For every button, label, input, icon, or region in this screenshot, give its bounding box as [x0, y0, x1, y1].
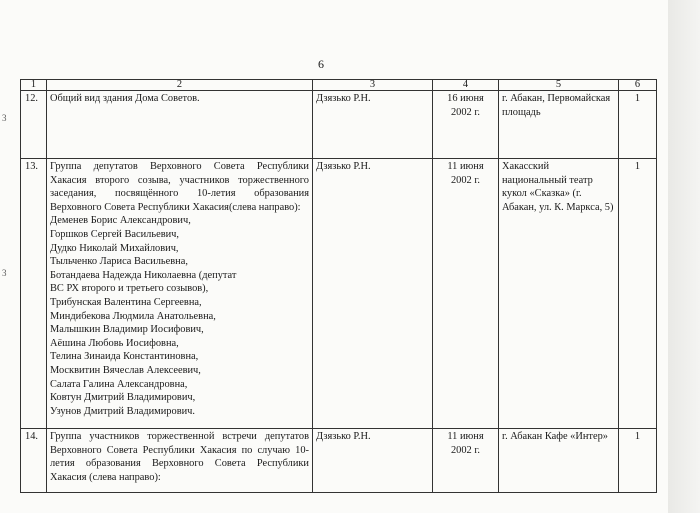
- column-header: 1: [21, 80, 47, 91]
- row-author: Дзязько Р.Н.: [313, 91, 433, 159]
- scan-edge-shadow: [668, 0, 700, 513]
- row-place: Хакасский национальный театр кукол «Сказка» (г. Абакан, ул. К. Маркса, 5): [499, 159, 619, 429]
- column-header: 5: [499, 80, 619, 91]
- list-item: Дудко Николай Михайлович,: [50, 242, 179, 254]
- column-header: 3: [313, 80, 433, 91]
- row-description: Группа депутатов Верховного Совета Республики Хакасия второго созыва, участников торжественного заседания, посвящённого 10-летия образования Верховного Совета Республики Хакасия(слева направо):: [50, 161, 309, 213]
- row-count: 1: [619, 91, 657, 159]
- row-date-year: 2002 г.: [450, 106, 481, 118]
- row-date-day: 11 июня: [447, 161, 484, 172]
- page-number: 6: [318, 57, 324, 71]
- row-date-day: 16 июня: [447, 93, 484, 104]
- row-count: 1: [619, 429, 657, 493]
- row-date: [433, 429, 499, 493]
- list-item: Аёшина Любовь Иосифовна,: [50, 337, 179, 349]
- row-date-year: 2002 г.: [450, 444, 481, 456]
- row-author: Дзязько Р.Н.: [313, 159, 433, 429]
- column-header: 2: [47, 80, 313, 91]
- table-row: [21, 429, 657, 493]
- row-count: 1: [619, 159, 657, 429]
- list-item: ВС РХ второго и третьего созывов),: [50, 283, 209, 295]
- list-item: Тыльченко Лариса Васильевна,: [50, 256, 188, 268]
- header-row: [21, 80, 657, 91]
- margin-mark-middle: 3: [2, 268, 7, 278]
- row-date: [433, 159, 499, 429]
- row-number: 12.: [21, 91, 47, 159]
- list-item: Трибунская Валентина Сергеевна,: [50, 296, 202, 308]
- row-author: Дзязько Р.Н.: [313, 429, 433, 493]
- row-date-day: 11 июня: [447, 431, 484, 442]
- list-item: Малышкин Владимир Иосифович,: [50, 324, 204, 336]
- row-date: [433, 91, 499, 159]
- list-item: Ковтун Дмитрий Владимирович,: [50, 392, 196, 404]
- list-item: Деменев Борис Александрович,: [50, 215, 191, 227]
- list-item: Москвитин Вячеслав Алексеевич,: [50, 364, 201, 376]
- list-item: Ботандаева Надежда Николаевна (депутат: [50, 269, 237, 281]
- row-number: 13.: [21, 159, 47, 429]
- list-item: Телина Зинаида Константиновна,: [50, 351, 199, 363]
- list-item: Горшков Сергей Васильевич,: [50, 228, 180, 240]
- list-item: Миндибекова Людмила Анатольевна,: [50, 310, 216, 322]
- list-item: Салата Галина Александровна,: [50, 378, 188, 390]
- column-header: 6: [619, 80, 657, 91]
- names-list: [50, 214, 309, 418]
- row-date-year: 2002 г.: [450, 174, 481, 186]
- table-row: [21, 159, 657, 429]
- margin-mark-top: 3: [2, 113, 7, 123]
- row-description-block: [47, 159, 313, 429]
- row-description: Группа участников торжественной встречи депутатов Верховного Совета Республики Хакасия по случаю 10-летия образования Верховного Совета Республики Хакасия (слева направо):: [47, 429, 313, 493]
- row-place: г. Абакан Кафе «Интер»: [499, 429, 619, 493]
- row-description: Общий вид здания Дома Советов.: [47, 91, 313, 159]
- row-place: г. Абакан, Первомайская площадь: [499, 91, 619, 159]
- table-row: [21, 91, 657, 159]
- column-header: 4: [433, 80, 499, 91]
- catalog-table: [20, 79, 657, 493]
- row-number: 14.: [21, 429, 47, 493]
- list-item: Узунов Дмитрий Владимирович.: [50, 405, 195, 417]
